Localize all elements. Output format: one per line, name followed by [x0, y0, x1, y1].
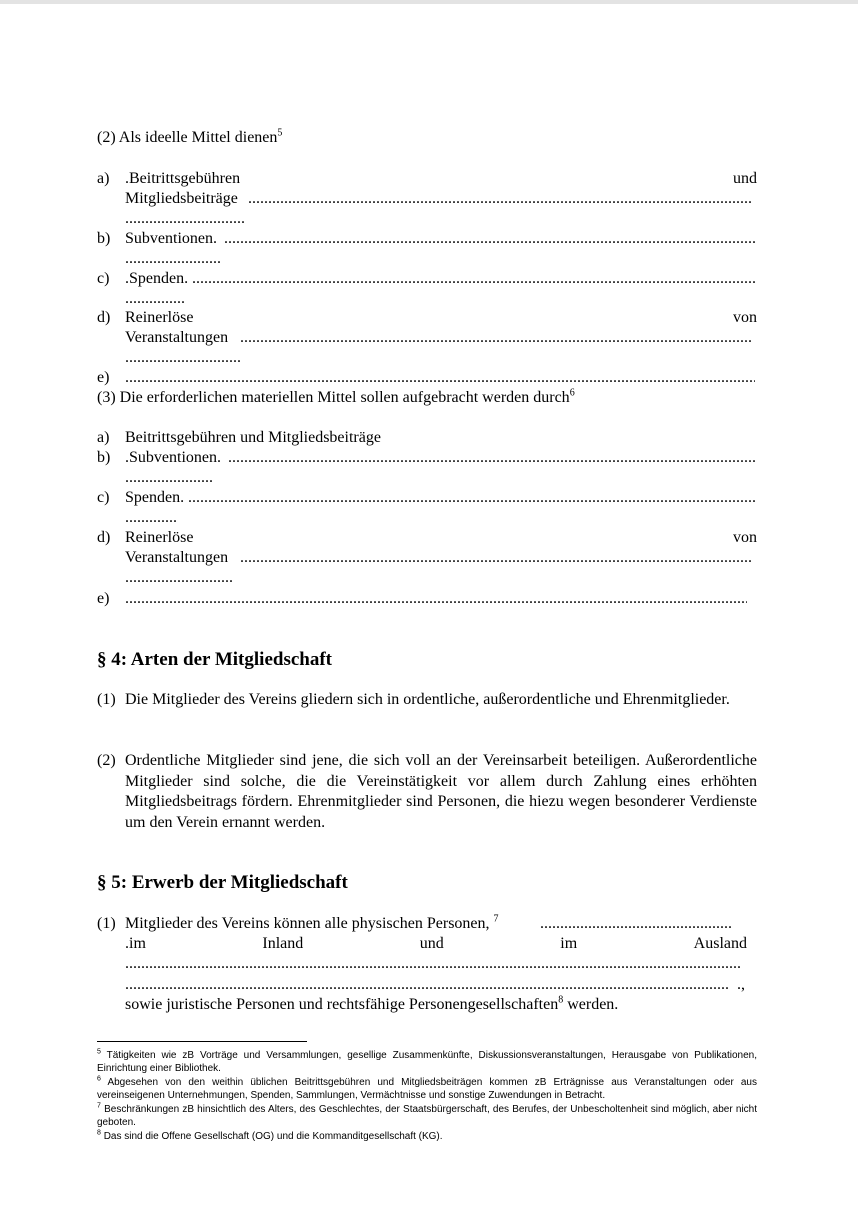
fill-dots: [125, 508, 177, 528]
fill-dots: [240, 328, 753, 348]
item-a-text: Beitrittsgebühren und Mitgliedsbeiträge: [125, 429, 381, 446]
item-b-text: .Subventionen.: [125, 449, 221, 466]
fill-dots: [125, 568, 234, 588]
fill-dots: [125, 348, 242, 368]
item-d-line1: Reinerlöse von: [125, 309, 757, 326]
item-label-e: e): [97, 369, 110, 386]
fill-dots: [125, 468, 212, 488]
item-a-line1: .Beitrittsgebühren und: [125, 170, 757, 187]
item-label-a: a): [97, 170, 110, 187]
item-a-line2: Mitgliedsbeiträge: [125, 190, 238, 207]
item-b-text: Subventionen.: [125, 230, 217, 247]
fill-dots: [125, 249, 221, 269]
item-label-b: b): [97, 230, 111, 247]
footnote-ref-7: 7: [493, 913, 499, 925]
footnote-ref-5: 5: [277, 127, 283, 139]
item-c-text: .Spenden.: [125, 270, 189, 287]
footnote-ref-8: 8: [558, 994, 564, 1006]
paragraph-label: (1): [97, 915, 116, 932]
fill-dots: [192, 269, 755, 289]
item-label-c: c): [97, 489, 110, 506]
fill-dots: [224, 229, 755, 249]
paragraph-text: Ordentliche Mitglieder sind jene, die sich voll an der Vereinsarbeit beteiligen. Außerordentliche Mitglieder sind solche, die die Vereinstätigkeit vor allem durch Zahlung eines erhöhten Mitgliedsbeitrags fördern. Ehrenmitglieder sind Personen, die hiezu wegen besonderer Verdienste um den Verein ernannt werden.: [125, 752, 757, 831]
item-d-line1: Reinerlöse von: [125, 529, 757, 546]
item-label-d: d): [97, 309, 111, 326]
item-label-e: e): [97, 590, 110, 607]
paragraph-text: Die Mitglieder des Vereins gliedern sich in ordentliche, außerordentliche und Ehrenmitglieder.: [125, 691, 730, 708]
footnote: $^6$ Abgesehen von den weithin üblichen Beitrittsgebühren und Mitgliedsbeiträgen kommen zB Erträgnisse aus Veranstaltungen oder aus vereinseigenen Unternehmungen, Spenden, Sammlungen, Vermächtnisse und sonstige Zuwendungen in Betracht.: [97, 1075, 757, 1102]
fill-dots: [240, 548, 753, 568]
fill-dots: [248, 189, 753, 209]
section-heading: § 4: Arten der Mitgliedschaft: [97, 649, 332, 670]
item-label-c: c): [97, 270, 110, 287]
fill-dots: [125, 589, 747, 609]
paragraph-text: sowie juristische Personen und rechtsfähige Personengesellschaften$^8$ werden.: [125, 994, 619, 1013]
fill-dots: [125, 368, 755, 388]
paragraph-3-heading: (3) Die erforderlichen materiellen Mittel sollen aufgebracht werden durch$^6$: [97, 387, 575, 406]
paragraph-2-heading: (2) Als ideelle Mittel dienen$^5$: [97, 127, 283, 146]
paragraph-label: (1): [97, 691, 116, 708]
footnote-separator: [97, 1041, 307, 1042]
punctuation: .,: [737, 976, 745, 993]
footnote: $^5$ Tätigkeiten wie zB Vorträge und Versammlungen, gesellige Zusammenkünfte, Diskussionsveranstaltungen, Herausgabe von Publikationen, Einrichtung einer Bibliothek.: [97, 1048, 757, 1075]
fill-dots: [125, 975, 729, 995]
item-d-line2: Veranstaltungen: [125, 549, 229, 566]
paragraph-text: Mitglieder des Vereins können alle physischen Personen, $^7$: [125, 913, 499, 932]
paragraph-label: (2): [97, 752, 116, 769]
footnote: $^7$ Beschränkungen zB hinsichtlich des Alters, des Geschlechtes, der Staatsbürgerschaft, des Berufes, der Unbescholtenheit sind möglich, aber nicht geboten.: [97, 1102, 757, 1129]
fill-dots: [125, 289, 185, 309]
fill-dots: [188, 488, 755, 508]
fill-dots: [125, 954, 742, 974]
spaced-words-line: .im Inland und im Ausland: [125, 935, 747, 952]
item-label-d: d): [97, 529, 111, 546]
item-label-b: b): [97, 449, 111, 466]
footnote: $^8$ Das sind die Offene Gesellschaft (OG) und die Kommanditgesellschaft (KG).: [97, 1129, 443, 1142]
item-c-text: Spenden.: [125, 489, 185, 506]
item-label-a: a): [97, 429, 110, 446]
footnote-ref-6: 6: [569, 387, 575, 399]
item-d-line2: Veranstaltungen: [125, 329, 229, 346]
fill-dots: [125, 209, 246, 229]
fill-dots: [228, 448, 755, 468]
section-heading: § 5: Erwerb der Mitgliedschaft: [97, 872, 348, 893]
fill-dots: [540, 914, 733, 934]
